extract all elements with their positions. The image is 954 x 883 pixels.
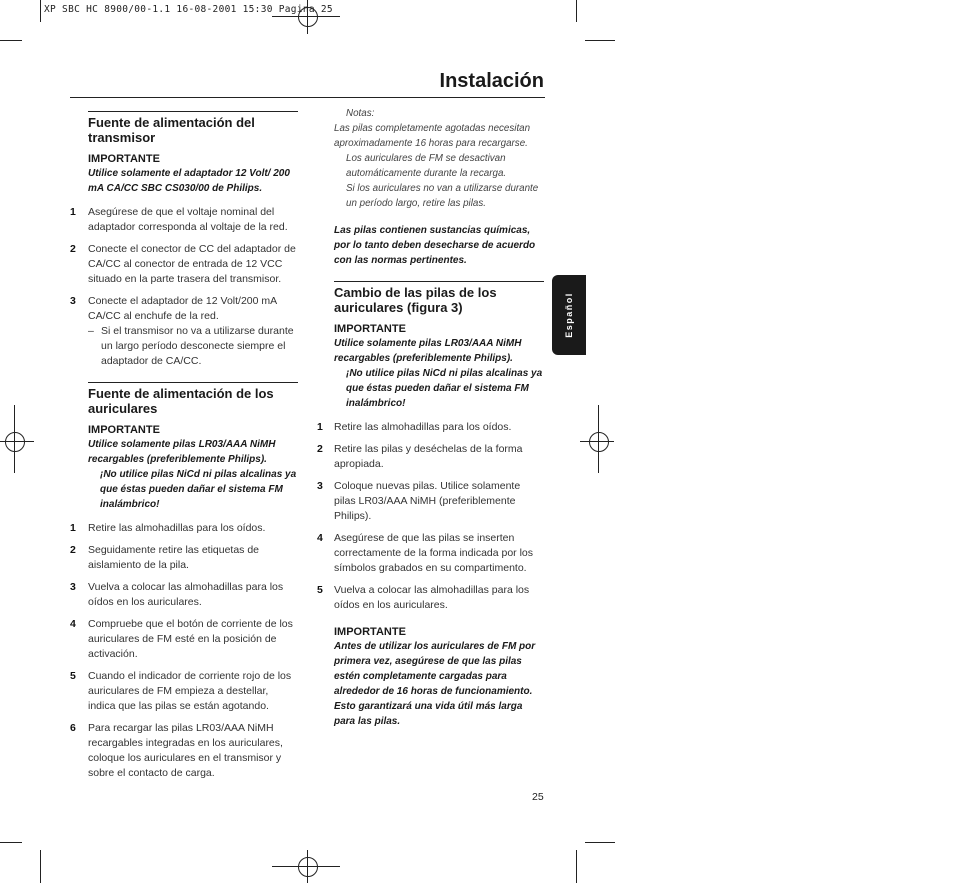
list-item [70, 669, 298, 714]
registration-mark-icon [589, 432, 609, 452]
list-item [70, 205, 298, 235]
step-number: 2 [70, 544, 76, 556]
page-number: 25 [532, 791, 544, 803]
important-label: IMPORTANTE [88, 153, 160, 165]
important-note [334, 336, 544, 411]
list-item [70, 617, 298, 662]
step-text: Para recargar las pilas LR03/AAA NiMH recargables integradas en los auriculares, coloque los auriculares en el transmisor y sobre el contacto de carga. [88, 722, 283, 779]
registration-mark-icon [598, 405, 599, 473]
crop-mark [585, 842, 615, 843]
crop-mark [0, 40, 22, 41]
section-divider [88, 111, 298, 112]
crop-mark [576, 0, 577, 22]
step-number: 2 [317, 443, 323, 455]
important-label: IMPORTANTE [88, 424, 160, 436]
crop-mark [40, 0, 41, 22]
step-number: 1 [70, 522, 76, 534]
step-text: Vuelva a colocar las almohadillas para los oídos en los auriculares. [88, 581, 284, 608]
page-title: Instalación [439, 70, 544, 92]
step-text: Retire las almohadillas para los oídos. [334, 421, 512, 433]
important-label: IMPORTANTE [334, 626, 406, 638]
note-text: Los auriculares de FM se desactivan automáticamente durante la recarga. [346, 153, 507, 179]
list-item [317, 442, 544, 472]
registration-mark-icon [0, 441, 34, 442]
step-text: Asegúrese de que el voltaje nominal del adaptador corresponda al voltaje de la red. [88, 206, 288, 233]
list-item [317, 420, 544, 435]
step-text: Conecte el conector de CC del adaptador de CA/CC al conector de entrada de 12 VCC situado en la parte trasera del transmisor. [88, 243, 296, 285]
step-number: 1 [317, 421, 323, 433]
section-divider [334, 281, 544, 282]
important-note: Antes de utilizar los auriculares de FM por primera vez, asegúrese de que las pilas estén completamente cargadas para alrededor de 16 horas de funcionamiento. Esto garantizará una vida útil más larga para las pilas. [334, 641, 536, 727]
step-text: Retire las pilas y deséchelas de la forma apropiada. [334, 443, 523, 470]
language-tab-label: Español [564, 292, 574, 338]
section-title: Fuente de alimentación de los auriculares [88, 386, 274, 416]
notes-label: Notas: [346, 108, 375, 119]
list-item [70, 543, 298, 573]
step-number: 2 [70, 243, 76, 255]
registration-mark-icon [580, 441, 614, 442]
note-text: Las pilas completamente agotadas necesitan aproximadamente 16 horas para recargarse. [334, 123, 531, 149]
sub-note [70, 324, 298, 369]
step-number: 1 [70, 206, 76, 218]
list-item [317, 479, 544, 524]
list-item [317, 531, 544, 576]
list-item [70, 242, 298, 287]
step-number: 5 [70, 670, 76, 682]
important-note-line: Utilice solamente pilas LR03/AAA NiMH recargables (preferiblemente Philips). [334, 338, 522, 364]
step-number: 3 [70, 581, 76, 593]
chemical-warning: Las pilas contienen sustancias químicas, por lo tanto deben desecharse de acuerdo con las normas pertinentes. [334, 225, 536, 266]
important-label: IMPORTANTE [334, 323, 406, 335]
sub-note-text: Si el transmisor no va a utilizarse durante un largo período desconecte siempre el adaptador de CA/CC. [101, 325, 294, 367]
important-note-line: ¡No utilice pilas NiCd ni pilas alcalinas ya que éstas pueden dañar el sistema FM inalámbrico! [346, 368, 543, 409]
step-number: 6 [70, 722, 76, 734]
step-text: Asegúrese de que las pilas se inserten correctamente de la forma indicada por los símbolos grabados en su compartimento. [334, 532, 534, 574]
step-number: 3 [317, 480, 323, 492]
step-text: Compruebe que el botón de corriente de los auriculares de FM esté en la posición de activación. [88, 618, 293, 660]
step-number: 5 [317, 584, 323, 596]
registration-mark-icon [272, 866, 340, 867]
list-item [70, 580, 298, 610]
list-item [70, 294, 298, 324]
note-text: Si los auriculares no van a utilizarse durante un período largo, retire las pilas. [346, 183, 539, 209]
notes-block [334, 106, 544, 211]
registration-mark-icon [298, 857, 318, 877]
registration-mark-icon [272, 16, 340, 17]
important-note: Utilice solamente el adaptador 12 Volt/ 200 mA CA/CC SBC CS030/00 de Philips. [88, 168, 290, 194]
list-item [70, 721, 298, 781]
registration-mark-icon [14, 405, 15, 473]
print-header: XP SBC HC 8900/00-1.1 16-08-2001 15:30 Pagina 25 [44, 4, 333, 15]
step-number: 4 [317, 532, 323, 544]
crop-mark [585, 40, 615, 41]
step-text: Cuando el indicador de corriente rojo de los auriculares de FM empieza a destellar, indica que las pilas se están agotando. [88, 670, 292, 712]
step-number: 3 [70, 295, 76, 307]
step-text: Seguidamente retire las etiquetas de aislamiento de la pila. [88, 544, 260, 571]
language-tab [552, 275, 586, 355]
crop-mark [0, 842, 22, 843]
registration-mark-icon [5, 432, 25, 452]
list-item [317, 583, 544, 613]
right-column [317, 106, 544, 729]
step-text: Conecte el adaptador de 12 Volt/200 mA CA/CC al enchufe de la red. [88, 295, 277, 322]
important-note-line: Utilice solamente pilas LR03/AAA NiMH recargables (preferiblemente Philips). [88, 439, 276, 465]
list-item [70, 521, 298, 536]
step-text: Vuelva a colocar las almohadillas para los oídos en los auriculares. [334, 584, 530, 611]
step-number: 4 [70, 618, 76, 630]
left-column [70, 111, 298, 781]
crop-mark [576, 850, 577, 883]
important-note [88, 437, 298, 512]
step-text: Retire las almohadillas para los oídos. [88, 522, 266, 534]
section-title: Cambio de las pilas de los auriculares (figura 3) [334, 285, 497, 315]
title-divider [70, 97, 545, 98]
section-title: Fuente de alimentación del transmisor [88, 115, 255, 145]
section-divider [88, 382, 298, 383]
dash: – [88, 325, 94, 337]
step-text: Coloque nuevas pilas. Utilice solamente pilas LR03/AAA NiMH (preferiblemente Philips). [334, 480, 521, 522]
important-note-line: ¡No utilice pilas NiCd ni pilas alcalinas ya que éstas pueden dañar el sistema FM inalámbrico! [100, 469, 297, 510]
crop-mark [40, 850, 41, 883]
